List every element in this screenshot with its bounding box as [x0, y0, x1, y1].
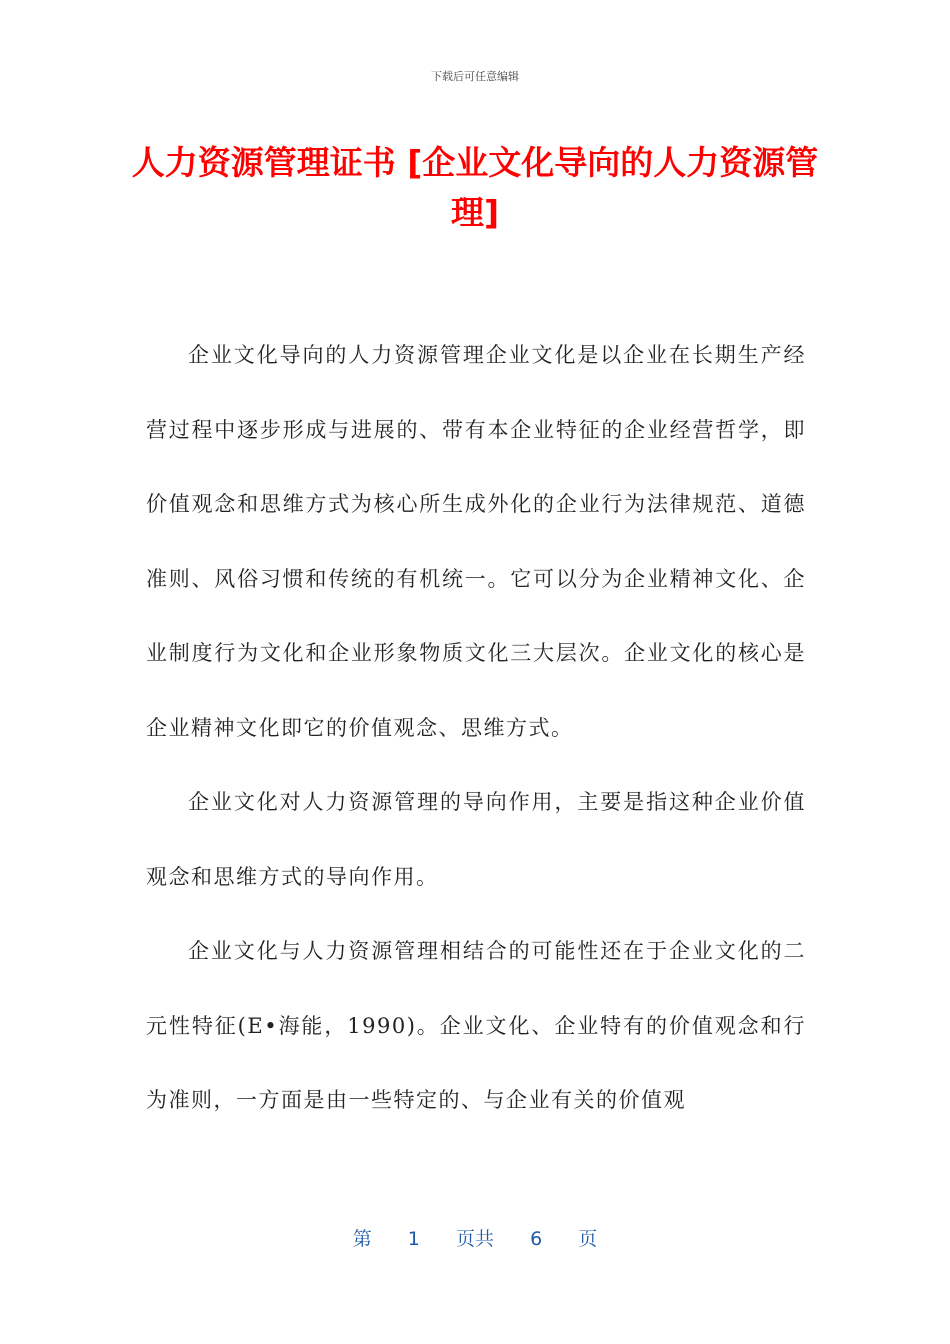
page-middle: 页共 [455, 1228, 494, 1250]
paragraph: 企业文化与人力资源管理相结合的可能性还在于企业文化的二元性特征(E•海能，1990)。企业文化、企业特有的价值观念和行为准则，一方面是由一些特定的、与企业有关的价值观 [146, 939, 806, 1112]
page-prefix: 第 [352, 1228, 372, 1250]
header-note: 下载后可任意编辑 [431, 70, 519, 83]
page-suffix: 页 [578, 1228, 598, 1250]
paragraph: 企业文化导向的人力资源管理企业文化是以企业在长期生产经营过程中逐步形成与进展的、带有本企业特征的企业经营哲学，即价值观念和思维方式为核心所生成外化的企业行为法律规范、道德准则、风俗习惯和传统的有机统一。它可以分为企业精神文化、企业制度行为文化和企业形象物质文化三大层次。企业文化的核心是企业精神文化即它的价值观念、思维方式。 [146, 343, 806, 740]
document-title: 人力资源管理证书 [企业文化导向的人力资源管理] [131, 143, 819, 232]
current-page-number: 1 [407, 1228, 420, 1250]
total-pages-number: 6 [530, 1228, 543, 1250]
page-footer [0, 1224, 950, 1251]
paragraph: 企业文化对人力资源管理的导向作用，主要是指这种企业价值观念和思维方式的导向作用。 [146, 790, 806, 889]
document-body [146, 318, 806, 1138]
